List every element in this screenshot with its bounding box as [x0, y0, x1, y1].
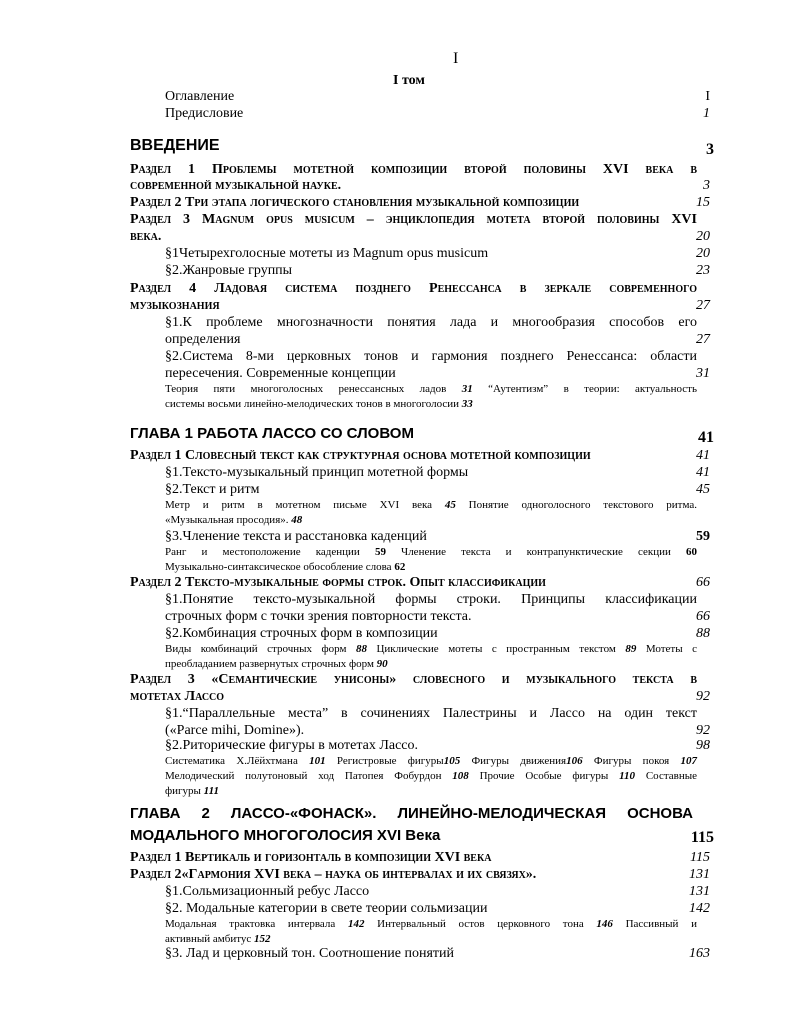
toc-topics-2-2-line1: Виды комбинаций строчных форм 88 Циклические мотеты с пространным текстом 89 Мотеты с	[165, 643, 697, 655]
toc-page-ch1-subsection-1-1: 41	[696, 465, 710, 480]
toc-section-1-line2: современной музыкальной науке.	[130, 178, 342, 193]
toc-topics-3-2-line3: фигуры 111	[165, 785, 219, 797]
toc-chapter-2-line1: ГЛАВА 2 ЛАССО-«ФОНАСК». ЛИНЕЙНО-МЕЛОДИЧЕСКАЯ ОСНОВА	[130, 805, 693, 822]
toc-ch2-subsection-2-2: §2. Модальные категории в свете теории сольмизации	[165, 901, 488, 916]
toc-subsection-3-2: §2.Жанровые группы	[165, 263, 293, 278]
toc-ch2-subsection-2-1: §1.Сольмизационный ребус Лассо	[165, 884, 370, 899]
toc-page-preface: 1	[703, 106, 710, 121]
toc-section-3-line2: века.	[130, 229, 162, 244]
toc-subsection-4-2-line2: пересечения. Современные концепции	[165, 366, 396, 381]
toc-topics-2-2-line2: преобладанием развернутых строчных форм 90	[165, 658, 388, 670]
toc-page-ch1-subsection-1-2: 45	[696, 482, 710, 497]
toc-subsection-4-2-line1: §2.Система 8-ми церковных тонов и гармония позднего Ренессанса: области	[165, 349, 697, 364]
toc-page-ch1-subsection-3-1: 92	[696, 723, 710, 738]
toc-page-ch1-section-3: 92	[696, 689, 710, 704]
toc-page-chapter-2: 115	[690, 829, 714, 846]
toc-topics-4-2-line1: Теория пяти многоголосных ренессансных ладов 31 “Аутентизм” в теории: актуальность	[165, 383, 697, 395]
toc-ch2-section-2: Раздел 2«Гармония XVI века – наука об интервалах и их связях».	[130, 867, 537, 882]
toc-page-section-4: 27	[696, 298, 710, 313]
toc-page-contents: I	[705, 89, 710, 104]
toc-page-section-3: 20	[696, 229, 710, 244]
toc-topics-3-2-line2: Мелодический полутоновый ход Патопея Фобурдон 108 Прочие Особые фигуры 110 Составные	[165, 770, 697, 782]
toc-chapter-1: ГЛАВА 1 РАБОТА ЛАССО СО СЛОВОМ	[130, 425, 414, 442]
toc-section-4-line1: Раздел 4 Ладовая система позднего Ренессанса в зеркале современного	[130, 281, 697, 296]
toc-page-ch2-subsection-2-1: 131	[689, 884, 710, 899]
toc-ch1-subsection-1-3: §3.Членение текста и расстановка каденций	[165, 529, 427, 544]
toc-ch1-subsection-2-1-line2: строчных форм с точки зрения повторности текста.	[165, 609, 472, 624]
toc-page-chapter-1: 41	[698, 429, 714, 446]
toc-page-subsection-4-2: 31	[696, 366, 710, 381]
toc-ch1-subsection-3-2: §2.Риторические фигуры в мотетах Лассо.	[165, 738, 418, 753]
toc-topics-1-3-line1: Ранг и местоположение каденции 59 Членение текста и контрапунктические секции 60	[165, 546, 698, 558]
toc-page-ch2-section-1: 115	[690, 850, 710, 865]
toc-page-ch1-subsection-2-1: 66	[696, 609, 710, 624]
toc-page-ch1-section-2: 66	[696, 575, 710, 590]
toc-entry-contents: Оглавление	[165, 89, 235, 104]
toc-topics-3-2-line1: Систематика Х.Лёйхтмана 101 Регистровые фигуры105 Фигуры движения106 Фигуры покоя 107	[165, 755, 697, 767]
volume-title: I том	[393, 73, 425, 88]
toc-section-1-line1: Раздел 1 Проблемы мотетной композиции второй половины XVI века в	[130, 162, 697, 177]
toc-page-ch1-subsection-3-2: 98	[696, 738, 710, 753]
toc-page-subsection-3-2: 23	[696, 263, 710, 278]
toc-page-ch2-subsection-2-2: 142	[689, 901, 710, 916]
toc-topics-1-2-line1: Метр и ритм в мотетном письме XVI века 45 Понятие одноголосного текстового ритма.	[165, 499, 697, 511]
toc-entry-preface: Предисловие	[165, 106, 244, 121]
toc-page-ch2-section-2: 131	[689, 867, 710, 882]
toc-subsection-4-1-line2: определения	[165, 332, 241, 347]
toc-topics-c2-2-2-line1: Модальная трактовка интервала 142 Интервальный остов церковного тона 146 Пассивный и	[165, 918, 697, 930]
toc-section-2: Раздел 2 Три этапа логического становления музыкальной композиции	[130, 195, 580, 210]
toc-ch1-subsection-3-1-line2: («Parce mihi, Domine»).	[165, 723, 305, 738]
toc-page-ch1-subsection-2-2: 88	[696, 626, 710, 641]
toc-page-subsection-4-1: 27	[696, 332, 710, 347]
toc-topics-4-2-line2: системы восьми линейно-мелодических тонов в многоголосии 33	[165, 398, 473, 410]
toc-page-ch2-subsection-2-3: 163	[689, 946, 710, 961]
toc-ch1-subsection-2-1-line1: §1.Понятие тексто-музыкальной формы строки. Принципы классификации	[165, 592, 697, 607]
toc-ch1-section-3-line2: мотетах Лассо	[130, 689, 225, 704]
page-number: I	[453, 50, 459, 67]
toc-topics-1-2-line2: «Музыкальная просодия». 48	[165, 514, 303, 526]
toc-ch1-section-1: Раздел 1 Словесный текст как структурная основа мотетной композиции	[130, 448, 591, 463]
toc-page-section-1: 3	[703, 178, 710, 193]
toc-ch2-section-1: Раздел 1 Вертикаль и горизонталь в композиции XVI века	[130, 850, 492, 865]
toc-subsection-4-1-line1: §1.К проблеме многозначности понятия лада и многообразия способов его	[165, 315, 697, 330]
toc-page-subsection-3-1: 20	[696, 246, 710, 261]
toc-ch1-subsection-1-2: §2.Текст и ритм	[165, 482, 260, 497]
toc-ch2-subsection-2-3: §3. Лад и церковный тон. Соотношение понятий	[165, 946, 455, 961]
toc-topics-1-3-line2: Музыкально-синтаксическое обособление слова 62	[165, 561, 406, 573]
toc-section-3-line1: Раздел 3 Magnum opus musicum – энциклопедия мотета второй половины XVI	[130, 212, 697, 227]
toc-page-ch1-section-1: 41	[696, 448, 710, 463]
toc-chapter-2-line2: МОДАЛЬНОГО МНОГОГОЛОСИЯ XVI Века	[130, 827, 441, 844]
toc-page-section-2: 15	[696, 195, 710, 210]
toc-section-4-line2: музыкознания	[130, 298, 220, 313]
toc-topics-c2-2-2-line2: активный амбитус 152	[165, 933, 271, 945]
toc-page-ch1-subsection-1-3: 59	[696, 529, 710, 544]
toc-ch1-subsection-3-1-line1: §1.“Параллельные места” в сочинениях Палестрины и Лассо на один текст	[165, 706, 697, 721]
toc-ch1-section-2: Раздел 2 Тексто-музыкальные формы строк. Опыт классификации	[130, 575, 546, 590]
toc-subsection-3-1: §1Четырехголосные мотеты из Magnum opus musicum	[165, 246, 489, 261]
toc-ch1-subsection-1-1: §1.Тексто-музыкальный принцип мотетной формы	[165, 465, 469, 480]
toc-heading-introduction: ВВЕДЕНИЕ	[130, 137, 220, 154]
toc-ch1-section-3-line1: Раздел 3 «Семантические унисоны» словесного и музыкального текста в	[130, 672, 697, 687]
toc-ch1-subsection-2-2: §2.Комбинация строчных форм в композиции	[165, 626, 438, 641]
toc-page-introduction: 3	[706, 141, 714, 158]
